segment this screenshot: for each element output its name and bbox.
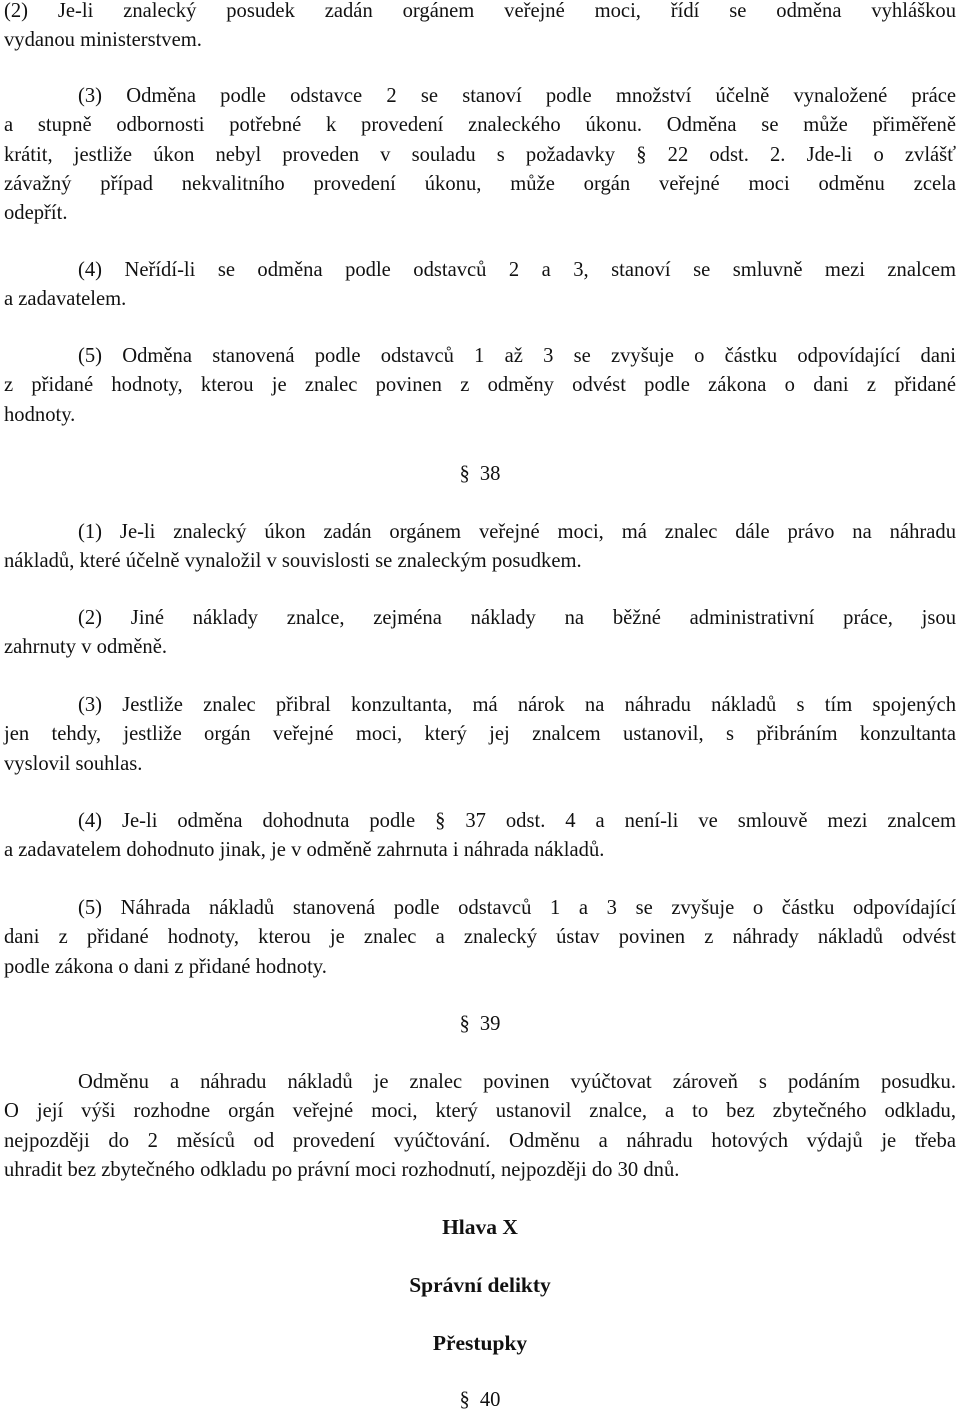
part-heading: Správní delikty (409, 1273, 551, 1297)
paragraph-37-4 (4, 256, 956, 315)
text-line: podle zákona o dani z přidané hodnoty. (4, 955, 327, 978)
paragraph-38-4 (4, 807, 956, 866)
paragraph-37-2 (4, 0, 956, 56)
paragraph-37-3 (4, 82, 956, 228)
section-symbol: § (459, 1389, 470, 1411)
text-line: vydanou ministerstvem. (4, 29, 202, 52)
section-number: 39 (479, 1013, 501, 1035)
section-38-heading (4, 460, 956, 489)
text-line: a zadavatelem. (4, 288, 127, 311)
paragraph-38-1 (4, 518, 956, 577)
paragraph-38-3 (4, 691, 956, 779)
text-line: (3) Odměna podle odstavce 2 se stanoví podle množství účelně vynaložené práce (78, 85, 956, 107)
section-number: 40 (479, 1389, 501, 1411)
text-line: uhradit bez zbytečného odkladu po právní moci rozhodnutí, nejpozději do 30 dnů. (4, 1158, 680, 1181)
text-line: dani z přidané hodnoty, kterou je znalec a znalecký ústav povinen z náhrady nákladů odvést (4, 926, 956, 949)
text-line: jen tehdy, jestliže orgán veřejné moci, který jej znalcem ustanovil, s přibráním konzultanta (4, 723, 956, 746)
text-line: (2) Je-li znalecký posudek zadán orgánem veřejné moci, řídí se odměna vyhláškou (4, 0, 956, 22)
text-line: (4) Je-li odměna dohodnuta podle § 37 odst. 4 a není-li ve smlouvě mezi znalcem (78, 810, 956, 832)
text-line: z přidané hodnoty, kterou je znalec povinen z odměny odvést podle zákona o dani z přidané (4, 374, 956, 397)
text-line: (5) Odměna stanovená podle odstavců 1 až 3 se zvyšuje o částku odpovídající dani (78, 345, 956, 367)
text-line: (1) Je-li znalecký úkon zadán orgánem veřejné moci, má znalec dále právo na náhradu (78, 521, 956, 543)
text-line: nejpozději do 2 měsíců od provedení vyúčtování. Odměnu a náhradu hotových výdajů je třeba (4, 1129, 956, 1152)
text-line: krátit, jestliže úkon nebyl proveden v souladu s požadavky § 22 odst. 2. Jde-li o zvlášť (4, 143, 956, 166)
section-number: 38 (479, 463, 501, 485)
text-line: nákladů, které účelně vynaložil v souvislosti se znaleckým posudkem. (4, 550, 582, 573)
text-line: hodnoty. (4, 403, 76, 426)
section-symbol: § (459, 463, 470, 485)
text-line: a stupně odbornosti potřebné k provedení znaleckého úkonu. Odměna se může přiměřeně (4, 114, 956, 137)
text-line: vyslovil souhlas. (4, 752, 143, 775)
paragraph-38-5 (4, 894, 956, 982)
text-line: (4) Neřídí-li se odměna podle odstavců 2 a 3, stanoví se smluvně mezi znalcem (78, 259, 956, 281)
paragraph-38-2 (4, 604, 956, 663)
text-line: (3) Jestliže znalec přibral konzultanta, má nárok na náhradu nákladů s tím spojených (78, 694, 956, 716)
section-40-heading (4, 1386, 956, 1415)
paragraph-39 (4, 1068, 956, 1185)
text-line: (2) Jiné náklady znalce, zejména náklady na běžné administrativní práce, jsou (78, 607, 956, 629)
text-line: zahrnuty v odměně. (4, 636, 167, 659)
text-line: a zadavatelem dohodnuto jinak, je v odměně zahrnuta i náhrada nákladů. (4, 839, 605, 862)
chapter-heading: Hlava X (442, 1215, 518, 1239)
subpart-heading: Přestupky (432, 1331, 528, 1355)
text-line: O její výši rozhodne orgán veřejné moci, který ustanovil znalce, a to bez zbytečného odkladu, (4, 1100, 956, 1123)
text-line: závažný případ nekvalitního provedení úkonu, může orgán veřejné moci odměnu zcela (4, 172, 956, 195)
text-line: Odměnu a náhradu nákladů je znalec povinen vyúčtovat zároveň s podáním posudku. (78, 1071, 956, 1093)
section-symbol: § (459, 1013, 470, 1035)
paragraph-37-5 (4, 342, 956, 430)
text-line: (5) Náhrada nákladů stanovená podle odstavců 1 a 3 se zvyšuje o částku odpovídající (78, 897, 956, 919)
section-39-heading (4, 1010, 956, 1039)
text-line: odepřít. (4, 202, 68, 225)
